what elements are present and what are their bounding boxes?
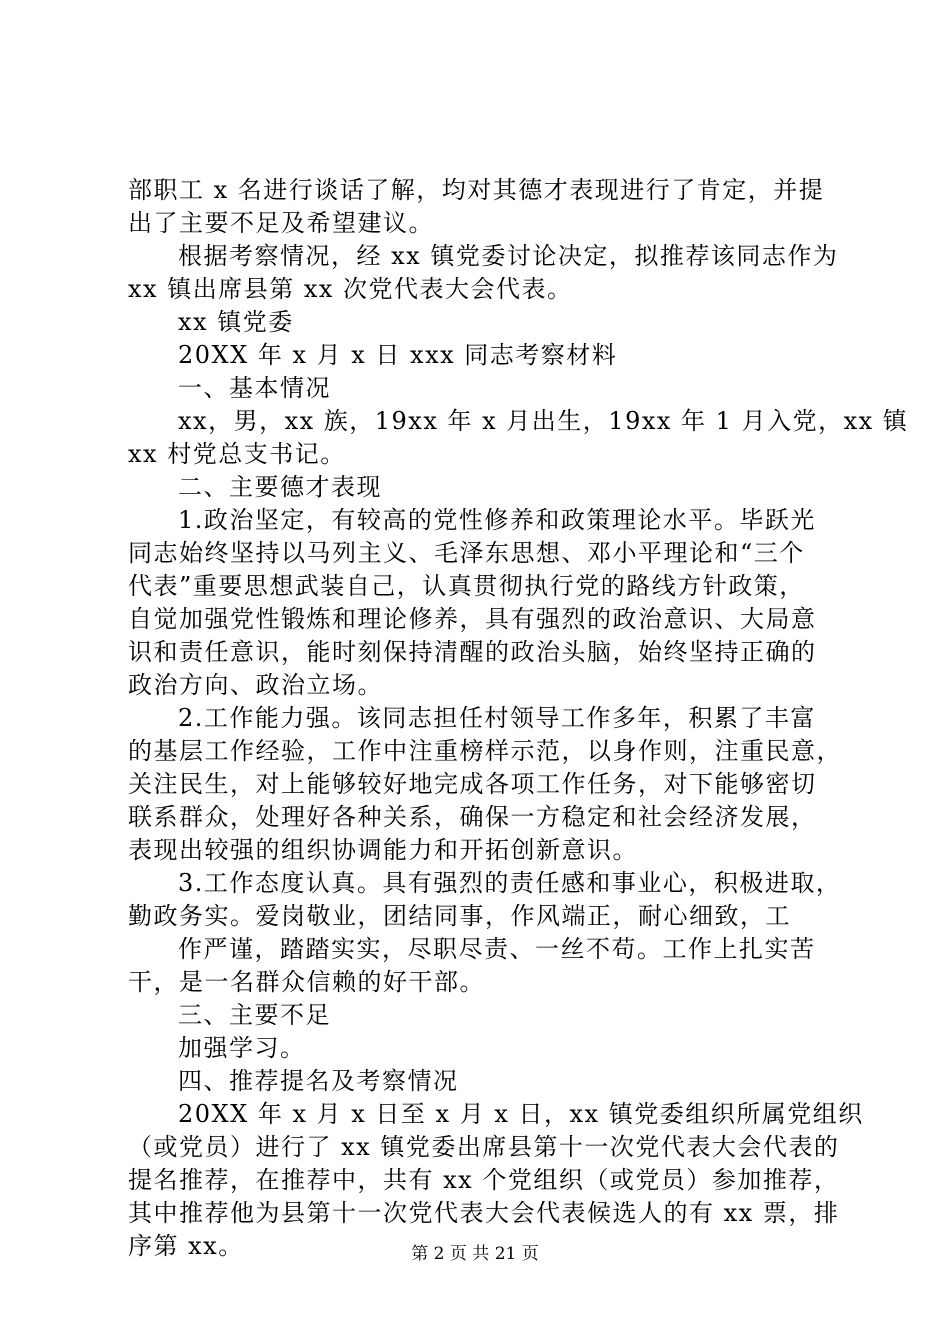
text-line: 二、主要德才表现	[178, 473, 382, 501]
text-line: （或党员）进行了 xx 镇党委出席县第十一次党代表大会代表的	[128, 1133, 840, 1161]
text-line: 作严谨，踏踏实实，尽职尽责、一丝不苟。工作上扎实苦	[178, 935, 816, 963]
document-body	[128, 174, 909, 1263]
text-line: 20XX 年 x 月 x 日 xxx 同志考察材料	[178, 341, 618, 369]
text-line: 同志始终坚持以马列主义、毛泽东思想、邓小平理论和“三个	[128, 539, 805, 567]
text-line: 3.工作态度认真。具有强烈的责任感和事业心，积极进取，	[178, 869, 842, 897]
text-line: xx，男，xx 族，19xx 年 x 月出生，19xx 年 1 月入党，xx 镇	[178, 407, 909, 435]
text-line: 20XX 年 x 月 x 日至 x 月 x 日，xx 镇党委组织所属党组织	[178, 1100, 864, 1128]
text-line: 加强学习。	[178, 1034, 306, 1062]
text-line: 出了主要不足及希望建议。	[128, 209, 434, 237]
text-line: 1.政治坚定，有较高的党性修养和政策理论水平。毕跃光	[178, 506, 816, 534]
text-line: xx 村党总支书记。	[128, 440, 346, 468]
text-line: 识和责任意识，能时刻保持清醒的政治头脑，始终坚持正确的	[128, 638, 817, 666]
text-line: 部职工 x 名进行谈话了解，均对其德才表现进行了肯定，并提	[128, 176, 825, 204]
text-line: 其中推荐他为县第十一次党代表大会代表候选人的有 xx 票，排	[128, 1199, 840, 1227]
text-line: 自觉加强党性锻炼和理论修养，具有强烈的政治意识、大局意	[128, 605, 817, 633]
text-line: 四、推荐提名及考察情况	[178, 1067, 459, 1095]
text-line: 表现出较强的组织协调能力和开拓创新意识。	[128, 836, 638, 864]
text-line: 关注民生，对上能够较好地完成各项工作任务，对下能够密切	[128, 770, 817, 798]
text-line: 序第 xx。	[128, 1232, 244, 1260]
text-line: 2.工作能力强。该同志担任村领导工作多年，积累了丰富	[178, 704, 816, 732]
text-line: 根据考察情况，经 xx 镇党委讨论决定，拟推荐该同志作为	[178, 242, 839, 270]
text-line: 干，是一名群众信赖的好干部。	[128, 968, 485, 996]
text-line: xx 镇出席县第 xx 次党代表大会代表。	[128, 275, 573, 303]
text-line: 的基层工作经验，工作中注重榜样示范，以身作则，注重民意，	[128, 737, 842, 765]
text-line: 勤政务实。爱岗敬业，团结同事，作风端正，耐心细致，工	[128, 902, 791, 930]
text-line: xx 镇党委	[178, 308, 294, 336]
text-line: 提名推荐，在推荐中，共有 xx 个党组织（或党员）参加推荐，	[128, 1166, 840, 1194]
text-line: 代表”重要思想武装自己，认真贯彻执行党的路线方针政策，	[128, 572, 805, 600]
page-footer: 第 2 页 共 21 页	[411, 1244, 539, 1264]
text-line: 政治方向、政治立场。	[128, 671, 383, 699]
text-line: 三、主要不足	[178, 1001, 331, 1029]
text-line: 一、基本情况	[178, 374, 331, 402]
text-line: 联系群众，处理好各种关系，确保一方稳定和社会经济发展，	[128, 803, 817, 831]
